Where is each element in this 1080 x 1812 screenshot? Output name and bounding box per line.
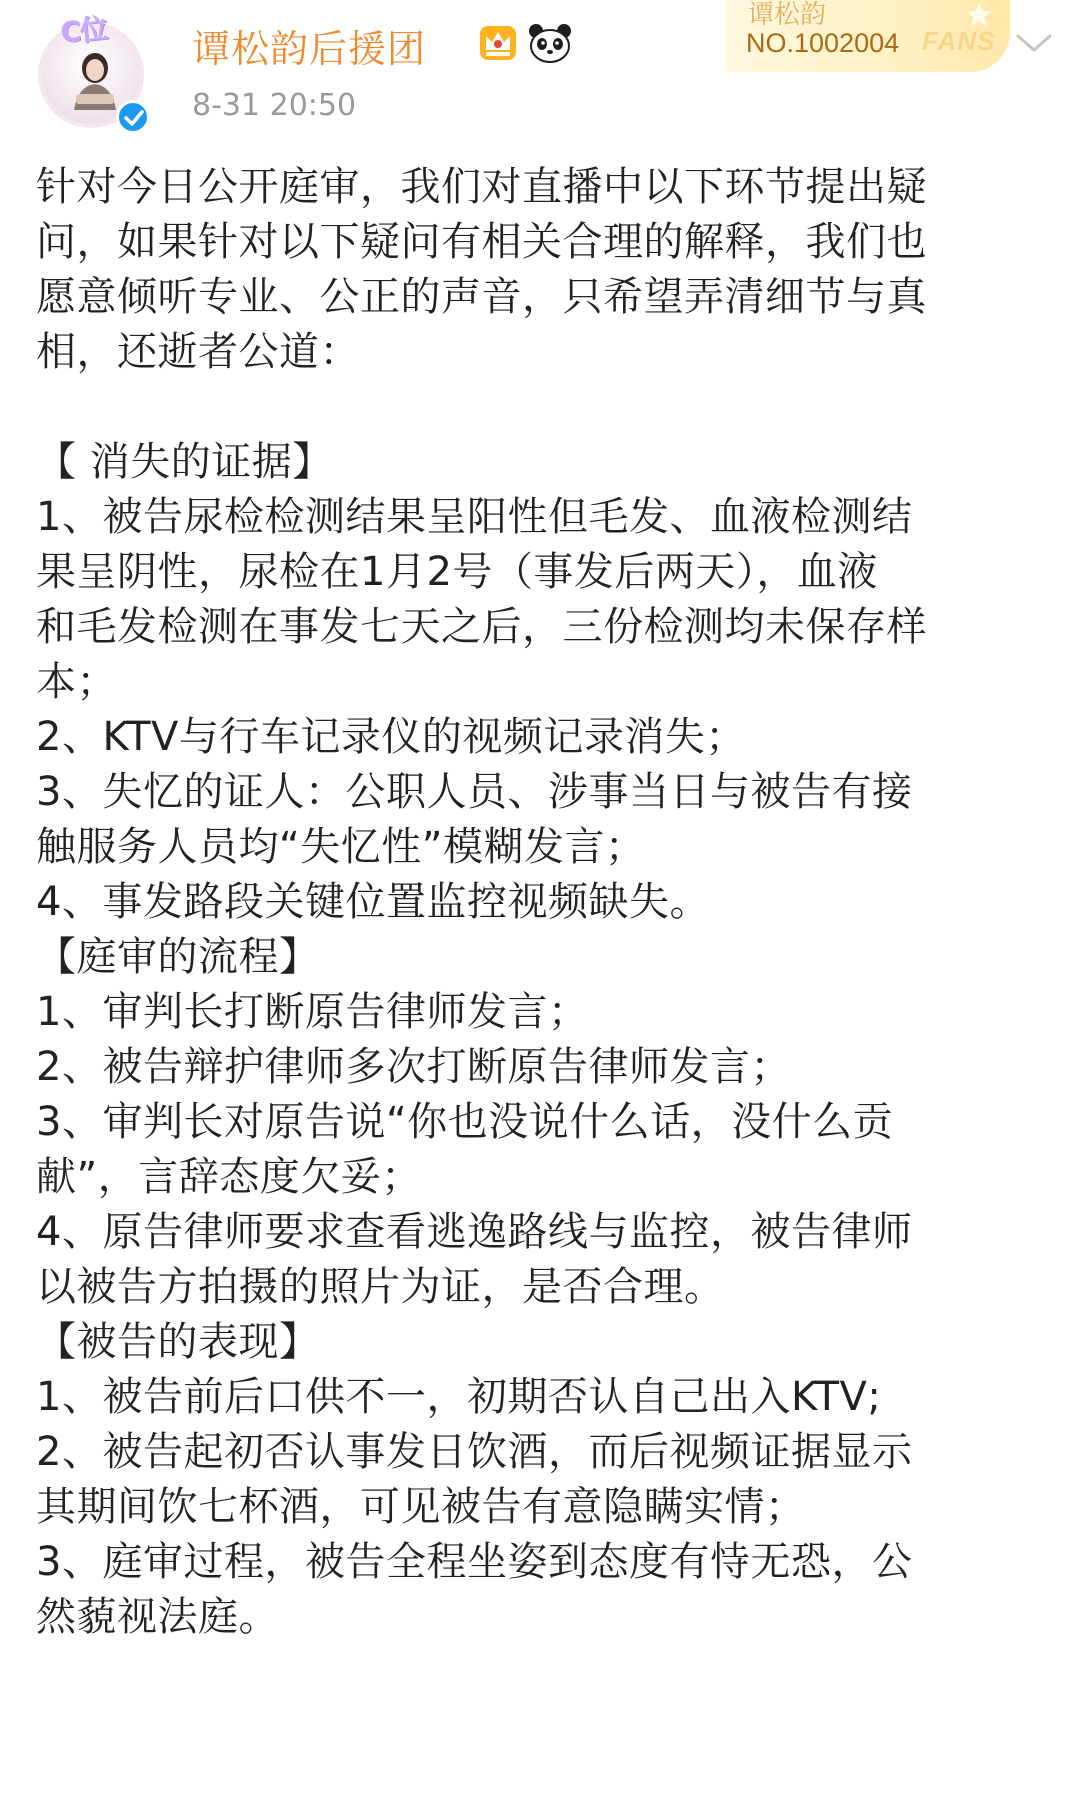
post-text-line: 问，如果针对以下疑问有相关合理的解释，我们也	[36, 219, 927, 265]
post-text-line: 3、庭审过程，被告全程坐姿到态度有恃无恐，公	[36, 1539, 913, 1585]
post-blank-line	[36, 380, 1046, 435]
post-header	[0, 0, 1080, 150]
post-text-line: 4、原告律师要求查看逃逸路线与监控，被告律师	[36, 1209, 913, 1255]
fans-badge[interactable]	[726, 0, 1010, 72]
post-text-line: 4、事发路段关键位置监控视频缺失。	[36, 879, 710, 925]
vip-crown-icon[interactable]	[478, 22, 518, 62]
fans-badge-word: FANS	[922, 26, 996, 56]
verified-icon	[116, 100, 150, 134]
section-heading-trial-process: 【庭审的流程】	[36, 934, 320, 980]
post-text-line: 然藐视法庭。	[36, 1594, 279, 1640]
post-body	[36, 160, 1046, 1645]
post-text-line: 和毛发检测在事发七天之后，三份检测均未保存样	[36, 604, 927, 650]
post-text-line: 2、被告辩护律师多次打断原告律师发言；	[36, 1044, 791, 1090]
avatar-badge: C位	[58, 11, 109, 50]
section-heading-defendant-behavior: 【被告的表现】	[36, 1319, 320, 1365]
post-text-line: 献”，言辞态度欠妥；	[36, 1154, 422, 1200]
post-text-line: 1、被告前后口供不一，初期否认自己出入KTV;	[36, 1374, 882, 1420]
post-text-line: 本；	[36, 659, 117, 705]
avatar-figure-icon	[70, 48, 120, 110]
avatar[interactable]	[38, 11, 156, 140]
fans-badge-title: 谭松韵	[748, 0, 827, 30]
post-timestamp: 8-31 20:50	[192, 88, 357, 123]
post-text-line: 2、KTV与行车记录仪的视频记录消失；	[36, 714, 746, 760]
chevron-down-icon[interactable]	[1012, 28, 1056, 58]
post-text-line: 2、被告起初否认事发日饮酒，而后视频证据显示	[36, 1429, 913, 1475]
username[interactable]: 谭松韵后援团	[192, 27, 427, 71]
post-text-line: 以被告方拍摄的照片为证，是否合理。	[36, 1264, 725, 1310]
post-text-line: 3、失忆的证人：公职人员、涉事当日与被告有接	[36, 769, 913, 815]
panda-icon	[528, 22, 572, 64]
post-text-line: 愿意倾听专业、公正的声音，只希望弄清细节与真	[36, 274, 927, 320]
post-text-line: 针对今日公开庭审，我们对直播中以下环节提出疑	[36, 164, 927, 210]
post-text-line: 其期间饮七杯酒，可见被告有意隐瞒实情；	[36, 1484, 806, 1530]
post-text-line: 3、审判长对原告说“你也没说什么话，没什么贡	[36, 1099, 894, 1145]
post-text-line: 相，还逝者公道：	[36, 329, 360, 375]
star-icon	[964, 2, 994, 28]
fans-badge-number: NO.1002004	[746, 28, 900, 58]
section-heading-missing-evidence: 【 消失的证据】	[36, 439, 333, 485]
post-text-line: 1、审判长打断原告律师发言；	[36, 989, 589, 1035]
post-text-line: 1、被告尿检检测结果呈阳性但毛发、血液检测结	[36, 494, 913, 540]
post-text-line: 果呈阴性，尿检在1月2号（事发后两天），血液	[36, 549, 878, 595]
post-text-line: 触服务人员均“失忆性”模糊发言；	[36, 824, 646, 870]
